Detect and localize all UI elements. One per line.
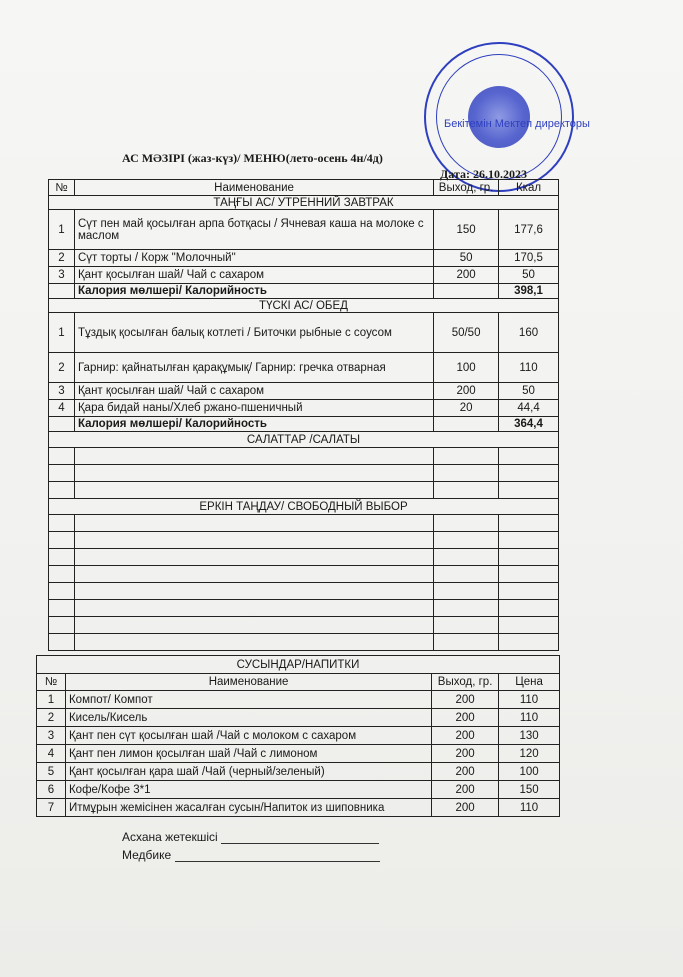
dish-number: 2	[49, 250, 75, 267]
drink-name: Кисель/Кисель	[65, 709, 431, 727]
table-row	[49, 250, 559, 267]
drink-output: 200	[432, 727, 499, 745]
empty-cell	[434, 549, 499, 566]
drink-number: 5	[37, 763, 66, 781]
empty-cell	[434, 566, 499, 583]
calorie-total-label: Калория мөлшері/ Калорийность	[74, 284, 433, 299]
drink-row	[37, 709, 560, 727]
cook-label: Асхана жетекшісі	[122, 830, 218, 844]
breakfast-section-row	[49, 196, 559, 210]
empty-cell	[74, 600, 433, 617]
empty-cell	[499, 634, 559, 651]
drink-output: 200	[432, 799, 499, 817]
empty-row	[49, 465, 559, 482]
empty-cell	[74, 465, 433, 482]
empty-cell	[499, 549, 559, 566]
table-header-row	[49, 180, 559, 196]
empty-cell	[49, 532, 75, 549]
empty-row	[49, 600, 559, 617]
empty-cell	[434, 532, 499, 549]
drink-number: 2	[37, 709, 66, 727]
drink-name: Компот/ Компот	[65, 691, 431, 709]
drink-name: Кофе/Кофе 3*1	[65, 781, 431, 799]
lunch-section-title: ТҮСКІ АС/ ОБЕД	[49, 299, 559, 313]
dish-name: Қант қосылған шай/ Чай с сахаром	[74, 267, 433, 284]
table-row	[49, 313, 559, 353]
table-row	[49, 267, 559, 284]
lunch-section-row	[49, 299, 559, 313]
empty-cell	[434, 617, 499, 634]
empty-cell	[49, 482, 75, 499]
drink-row	[37, 727, 560, 745]
free-choice-section-title: ЕРКІН ТАҢДАУ/ СВОБОДНЫЙ ВЫБОР	[49, 499, 559, 515]
empty-row	[49, 583, 559, 600]
name-header: Наименование	[65, 674, 431, 691]
approval-note: Бекітемін Мектеп директоры	[444, 118, 590, 130]
name-header: Наименование	[74, 180, 433, 196]
empty-cell	[49, 417, 75, 432]
salads-section-title: САЛАТТАР /САЛАТЫ	[49, 432, 559, 448]
dish-output: 150	[434, 210, 499, 250]
drink-number: 4	[37, 745, 66, 763]
empty-cell	[49, 566, 75, 583]
empty-cell	[434, 600, 499, 617]
drink-output: 200	[432, 745, 499, 763]
drink-name: Қант қосылған қара шай /Чай (черный/зеленый)	[65, 763, 431, 781]
empty-row	[49, 515, 559, 532]
menu-date: Дата: 26.10.2023	[440, 167, 527, 181]
drink-row	[37, 781, 560, 799]
menu-table	[48, 179, 559, 651]
drink-number: 3	[37, 727, 66, 745]
free-choice-section-row	[49, 499, 559, 515]
calorie-total-value: 364,4	[499, 417, 559, 432]
drink-output: 200	[432, 709, 499, 727]
drinks-section-row	[37, 656, 560, 674]
breakfast-total-row	[49, 284, 559, 299]
empty-cell	[499, 583, 559, 600]
empty-cell	[74, 634, 433, 651]
empty-cell	[434, 465, 499, 482]
dish-kcal: 177,6	[499, 210, 559, 250]
empty-row	[49, 448, 559, 465]
empty-cell	[49, 549, 75, 566]
number-header: №	[49, 180, 75, 196]
dish-number: 2	[49, 353, 75, 383]
drink-price: 110	[499, 691, 560, 709]
calorie-total-label: Калория мөлшері/ Калорийность	[74, 417, 433, 432]
drink-name: Қант пен сүт қосылған шай /Чай с молоком с сахаром	[65, 727, 431, 745]
empty-cell	[499, 515, 559, 532]
drink-price: 130	[499, 727, 560, 745]
salads-section-row	[49, 432, 559, 448]
empty-cell	[74, 583, 433, 600]
empty-cell	[49, 617, 75, 634]
empty-cell	[49, 284, 75, 299]
empty-cell	[434, 448, 499, 465]
dish-number: 1	[49, 313, 75, 353]
empty-row	[49, 532, 559, 549]
empty-cell	[49, 583, 75, 600]
empty-cell	[74, 617, 433, 634]
dish-kcal: 160	[499, 313, 559, 353]
dish-name: Тұздық қосылған балық котлеті / Биточки рыбные с соусом	[74, 313, 433, 353]
output-header: Выход, гр.	[434, 180, 499, 196]
empty-cell	[434, 482, 499, 499]
lunch-total-row	[49, 417, 559, 432]
dish-name: Сүт торты / Корж "Молочный"	[74, 250, 433, 267]
drink-price: 110	[499, 709, 560, 727]
empty-cell	[499, 566, 559, 583]
empty-cell	[499, 448, 559, 465]
empty-cell	[499, 465, 559, 482]
drink-name: Итмұрын жемісінен жасалған сусын/Напиток из шиповника	[65, 799, 431, 817]
dish-name: Қара бидай наны/Хлеб ржано-пшеничный	[74, 400, 433, 417]
drink-output: 200	[432, 781, 499, 799]
empty-cell	[49, 515, 75, 532]
output-header: Выход, гр.	[432, 674, 499, 691]
table-row	[49, 383, 559, 400]
empty-row	[49, 482, 559, 499]
empty-cell	[434, 417, 499, 432]
drink-row	[37, 763, 560, 781]
kcal-header: Ккал	[499, 180, 559, 196]
dish-output: 20	[434, 400, 499, 417]
empty-cell	[499, 482, 559, 499]
drink-output: 200	[432, 691, 499, 709]
drink-number: 6	[37, 781, 66, 799]
empty-cell	[49, 448, 75, 465]
drink-price: 150	[499, 781, 560, 799]
empty-cell	[49, 600, 75, 617]
nurse-signature-line	[122, 848, 380, 862]
cook-signature-blank	[221, 831, 379, 844]
dish-output: 100	[434, 353, 499, 383]
table-row	[49, 353, 559, 383]
dish-number: 3	[49, 383, 75, 400]
dish-number: 4	[49, 400, 75, 417]
drink-number: 1	[37, 691, 66, 709]
empty-cell	[434, 583, 499, 600]
empty-row	[49, 549, 559, 566]
drinks-table	[36, 655, 560, 817]
dish-name: Қант қосылған шай/ Чай с сахаром	[74, 383, 433, 400]
empty-cell	[74, 482, 433, 499]
price-header: Цена	[499, 674, 560, 691]
empty-row	[49, 566, 559, 583]
drinks-section-title: СУСЫНДАР/НАПИТКИ	[37, 656, 560, 674]
drink-output: 200	[432, 763, 499, 781]
empty-cell	[434, 284, 499, 299]
drink-row	[37, 799, 560, 817]
seal-emblem	[468, 86, 530, 148]
empty-cell	[434, 515, 499, 532]
dish-kcal: 170,5	[499, 250, 559, 267]
table-row	[49, 400, 559, 417]
breakfast-section-title: ТАҢҒЫ АС/ УТРЕННИЙ ЗАВТРАК	[49, 196, 559, 210]
menu-title: АС МӘЗІРІ (жаз-күз)/ МЕНЮ(лето-осень 4н/4д)	[122, 151, 383, 165]
drink-row	[37, 691, 560, 709]
drink-price: 110	[499, 799, 560, 817]
empty-row	[49, 634, 559, 651]
empty-cell	[74, 532, 433, 549]
dish-output: 50	[434, 250, 499, 267]
dish-number: 1	[49, 210, 75, 250]
calorie-total-value: 398,1	[499, 284, 559, 299]
empty-cell	[74, 566, 433, 583]
dish-output: 50/50	[434, 313, 499, 353]
cook-signature-line	[122, 830, 379, 844]
dish-kcal: 50	[499, 383, 559, 400]
dish-name: Гарнир: қайнатылған қарақұмық/ Гарнир: гречка отварная	[74, 353, 433, 383]
drinks-header-row	[37, 674, 560, 691]
dish-output: 200	[434, 383, 499, 400]
drink-price: 120	[499, 745, 560, 763]
empty-cell	[499, 617, 559, 634]
empty-cell	[434, 634, 499, 651]
empty-cell	[74, 549, 433, 566]
dish-kcal: 44,4	[499, 400, 559, 417]
empty-row	[49, 617, 559, 634]
dish-kcal: 110	[499, 353, 559, 383]
table-row	[49, 210, 559, 250]
dish-name: Сүт пен май қосылған арпа ботқасы / Ячневая каша на молоке с маслом	[74, 210, 433, 250]
nurse-signature-blank	[175, 849, 380, 862]
dish-output: 200	[434, 267, 499, 284]
empty-cell	[49, 634, 75, 651]
nurse-label: Медбике	[122, 848, 172, 862]
empty-cell	[74, 515, 433, 532]
drink-row	[37, 745, 560, 763]
drink-price: 100	[499, 763, 560, 781]
drink-name: Қант пен лимон қосылған шай /Чай с лимоном	[65, 745, 431, 763]
empty-cell	[49, 465, 75, 482]
dish-number: 3	[49, 267, 75, 284]
number-header: №	[37, 674, 66, 691]
empty-cell	[499, 600, 559, 617]
empty-cell	[499, 532, 559, 549]
dish-kcal: 50	[499, 267, 559, 284]
drink-number: 7	[37, 799, 66, 817]
empty-cell	[74, 448, 433, 465]
